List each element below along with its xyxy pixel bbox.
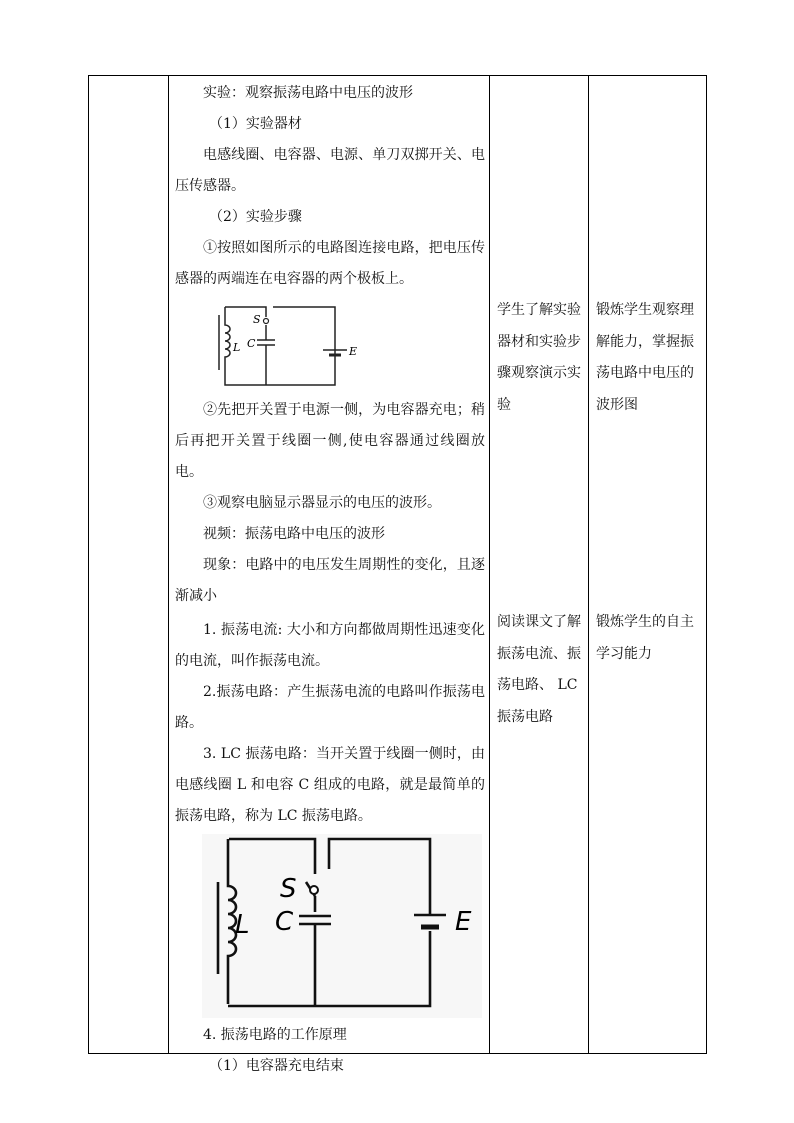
- phenomenon: 现象：电路中的电压发生周期性的变化，且逐渐减小: [175, 557, 485, 604]
- materials-text: 电感线圈、电容器、电源、单刀双掷开关、电压传感器。: [175, 147, 485, 194]
- lesson-table: [88, 75, 707, 1074]
- column-divider: [489, 76, 490, 1053]
- label-L: L: [233, 341, 241, 354]
- student-activity-cell-1: [490, 295, 588, 421]
- teaching-content-cell: [169, 76, 489, 1082]
- steps-heading: （2）实验步骤: [209, 209, 302, 225]
- experiment-title: 实验：观察振荡电路中电压的波形: [203, 85, 413, 101]
- lc-circuit-diagram-small: [205, 295, 358, 391]
- design-intent-1: 锻炼学生观察理解能力，掌握振荡电路中电压的波形图: [596, 302, 694, 413]
- materials-heading: （1）实验器材: [209, 116, 302, 132]
- student-activity-1: 学生了解实验器材和实验步骤观察演示实验: [497, 302, 581, 413]
- label-E: E: [455, 907, 472, 937]
- label-L: L: [235, 910, 250, 940]
- video-note: 视频：振荡电路中电压的波形: [203, 526, 385, 542]
- lc-circuit-diagram-large: [202, 834, 482, 1018]
- label-C: C: [275, 907, 294, 937]
- large-circuit-figure: [169, 832, 489, 1020]
- design-intent-2: 锻炼学生的自主学习能力: [596, 614, 694, 662]
- definition-oscillating-circuit: 2.振荡电路：产生振荡电流的电路叫作振荡电路。: [175, 684, 485, 731]
- step-1: ①按照如图所示的电路图连接电路，把电压传感器的两端连在电容器的两个极板上。: [175, 240, 485, 287]
- definition-oscillating-current: 1. 振荡电流: 大小和方向都做周期性迅速变化的电流，叫作振荡电流。: [175, 622, 485, 669]
- principle-heading: 4. 振荡电路的工作原理: [203, 1027, 347, 1043]
- label-E: E: [349, 345, 358, 358]
- column-divider: [588, 76, 589, 1053]
- design-intent-cell-2: [589, 607, 707, 670]
- label-S: S: [253, 313, 261, 326]
- definition-lc-circuit: 3. LC 振荡电路：当开关置于线圈一侧时，由电感线圈 L 和电容 C 组成的电路，就是最简单的振荡电路，称为 LC 振荡电路。: [175, 746, 485, 824]
- step-3: ③观察电脑显示器显示的电压的波形。: [203, 495, 441, 511]
- label-S: S: [280, 874, 297, 904]
- step-2: ②先把开关置于电源一侧，为电容器充电；稍后再把开关置于线圈一侧,使电容器通过线圈放电。: [175, 402, 485, 480]
- label-C: C: [247, 337, 256, 350]
- principle-sub-1: （1）电容器充电结束: [209, 1058, 344, 1074]
- student-activity-2: 阅读课文了解振荡电流、振荡电路、 LC 振荡电路: [497, 614, 581, 725]
- small-circuit-figure: [169, 295, 489, 395]
- student-activity-cell-2: [490, 607, 588, 733]
- design-intent-cell-1: [589, 295, 707, 421]
